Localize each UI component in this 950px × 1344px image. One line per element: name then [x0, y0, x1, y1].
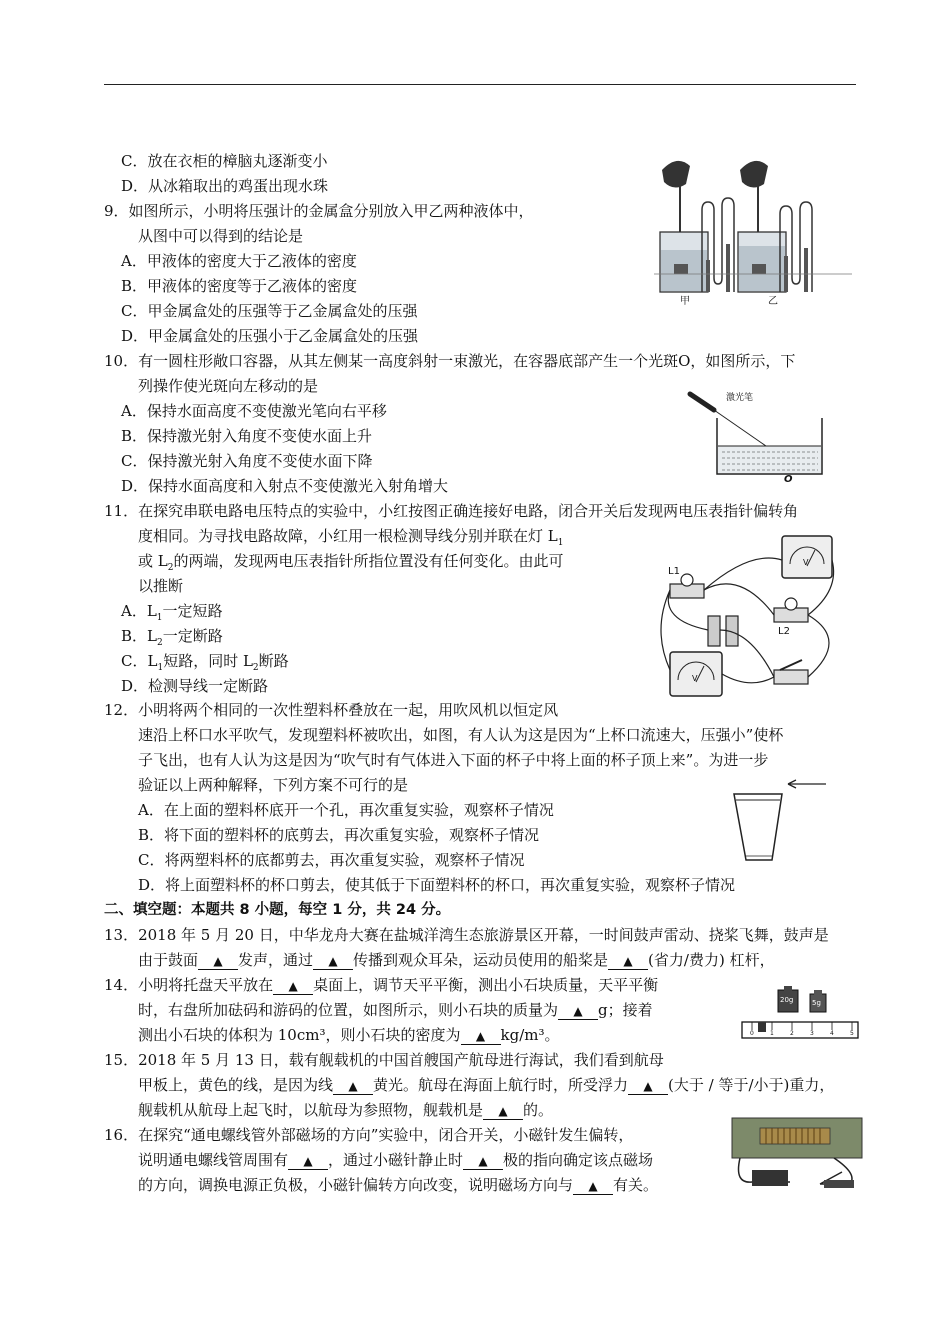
q16-line-2: 说明通电螺线管周围有 ▲ ，通过小磁针静止时 ▲ 极的指向确定该点磁场 [138, 1151, 654, 1169]
q14-figure-weights-scale [738, 984, 862, 1046]
q15-line-3: 舰载机从航母上起飞时，以航母为参照物，舰载机是 ▲ 的。 [138, 1101, 554, 1119]
q16-line-3: 的方向，调换电源正负极，小磁针偏转方向改变，说明磁场方向与 ▲ 有关。 [138, 1176, 659, 1194]
q11-fig-label-v-top: V [803, 558, 809, 567]
q13-blank-2[interactable]: ▲ [313, 953, 353, 970]
q10-option-c: C．保持激光射入角度不变使水面下降 [121, 452, 373, 470]
q11-stem-2: 度相同。为寻找电路故障，小红用一根检测导线分别并联在灯 $L_1$ [138, 527, 564, 548]
q12-figure-stacked-cups [730, 776, 830, 866]
q11-stem: 11．在探究串联电路电压特点的实验中，小红按图正确连接好电路，闭合开关后发现两电压表指针偏转角 [104, 502, 799, 520]
q10-stem-cont: 列操作使光斑向左移动的是 [138, 377, 319, 395]
q9-option-b: B．甲液体的密度等于乙液体的密度 [121, 277, 358, 295]
q9-figure-pressure-gauges [652, 152, 857, 312]
q13-line-2: 由于鼓面 ▲ 发声，通过 ▲ 传播到观众耳朵，运动员使用的船桨是 ▲ (省力/费力) 杠杆， [138, 951, 775, 969]
q14-fig-tick-4: 4 [830, 1030, 834, 1037]
q15-blank-3[interactable]: ▲ [483, 1103, 523, 1120]
q16-blank-3[interactable]: ▲ [573, 1178, 613, 1195]
q9-stem: 9．如图所示，小明将压强计的金属盒分别放入甲乙两种液体中， [104, 202, 534, 220]
q9-option-a: A．甲液体的密度大于乙液体的密度 [121, 252, 357, 270]
q14-blank-2[interactable]: ▲ [558, 1003, 598, 1020]
q12-option-b: B．将下面的塑料杯的底剪去，再次重复实验，观察杯子情况 [138, 826, 540, 844]
q10-option-b: B．保持激光射入角度不变使水面上升 [121, 427, 373, 445]
q11-option-b: B．$L_2$一定断路 [121, 627, 223, 648]
q16-blank-1[interactable]: ▲ [288, 1153, 328, 1170]
q8-option-d: D．从冰箱取出的鸡蛋出现水珠 [121, 177, 329, 195]
q9-fig-label-yi: 乙 [768, 296, 778, 307]
q11-fig-label-l1: L1 [668, 566, 680, 577]
q10-option-d: D．保持水面高度和入射点不变使激光入射角增大 [121, 477, 449, 495]
q15-blank-2[interactable]: ▲ [628, 1078, 668, 1095]
q16-stem: 16．在探究“通电螺线管外部磁场的方向”实验中，闭合开关，小磁针发生偏转， [104, 1126, 634, 1144]
q12-option-d: D．将上面塑料杯的杯口剪去，使其低于下面塑料杯的杯口，再次重复实验，观察杯子情况 [138, 876, 736, 894]
q16-blank-2[interactable]: ▲ [463, 1153, 503, 1170]
q12-stem: 12．小明将两个相同的一次性塑料杯叠放在一起，用吹风机以恒定风 [104, 701, 559, 719]
q14-fig-tick-1: 1 [770, 1030, 774, 1037]
q11-figure-circuit [650, 530, 855, 710]
q11-option-c: C．$L_1$短路，同时 $L_2$断路 [121, 652, 289, 673]
q11-stem-4: 以推断 [138, 577, 184, 595]
q9-option-d: D．甲金属盒处的压强小于乙金属盒处的压强 [121, 327, 419, 345]
q10-fig-label-pen: 激光笔 [726, 393, 754, 403]
q14-fig-tick-3: 3 [810, 1030, 814, 1037]
q10-option-a: A．保持水面高度不变使激光笔向右平移 [121, 402, 387, 420]
q14-blank-3[interactable]: ▲ [461, 1028, 501, 1045]
q12-stem-2: 速沿上杯口水平吹气，发现塑料杯被吹出，如图，有人认为这是因为“上杯口流速大，压强小”使杯 [138, 726, 784, 744]
q11-fig-label-v-bottom: V [692, 674, 698, 683]
q12-stem-4: 验证以上两种解释，下列方案不可行的是 [138, 776, 409, 794]
q9-option-c: C．甲金属盒处的压强等于乙金属盒处的压强 [121, 302, 418, 320]
q14-fig-tick-0: 0 [750, 1030, 754, 1037]
q14-fig-weight-1: 20g [780, 996, 794, 1004]
q13-stem: 13．2018 年 5 月 20 日，中华龙舟大赛在盐城洋湾生态旅游景区开幕，一时间鼓声雷动、挠桨飞舞，鼓声是 [104, 926, 829, 944]
q8-option-c: C．放在衣柜的樟脑丸逐渐变小 [121, 152, 328, 170]
q14-fig-tick-5: 5 [850, 1030, 854, 1037]
q14-line-1: 14．小明将托盘天平放在 ▲ 桌面上，调节天平平衡，测出小石块质量，天平平衡 [104, 976, 659, 994]
q9-stem-cont: 从图中可以得到的结论是 [138, 227, 304, 245]
q15-line-2: 甲板上，黄色的线，是因为线 ▲ 黄光。航母在海面上航行时，所受浮力 ▲ (大于 / 等于/小于)重力， [138, 1076, 835, 1094]
q14-blank-1[interactable]: ▲ [273, 978, 313, 995]
q10-figure-laser-container [682, 388, 832, 488]
q11-option-d: D．检测导线一定断路 [121, 677, 269, 695]
header-rule [104, 84, 856, 85]
q14-fig-tick-2: 2 [790, 1030, 794, 1037]
q11-option-a: A．$L_1$一定短路 [121, 602, 223, 623]
q11-stem-3: 或 $L_2$的两端，发现两电压表指针所指位置没有任何变化。由此可 [138, 552, 564, 573]
q14-fig-weight-2: 5g [812, 999, 821, 1007]
q9-fig-label-jia: 甲 [680, 296, 690, 307]
q12-option-c: C．将两塑料杯的底都剪去，再次重复实验，观察杯子情况 [138, 851, 525, 869]
q12-option-a: A．在上面的塑料杯底开一个孔，再次重复实验，观察杯子情况 [138, 801, 554, 819]
q14-line-2: 时，右盘所加砝码和游码的位置，如图所示，则小石块的质量为 ▲ g；接着 [138, 1001, 653, 1019]
q13-blank-3[interactable]: ▲ [608, 953, 648, 970]
q11-fig-label-l2: L2 [778, 626, 790, 637]
q12-stem-3: 子飞出，也有人认为这是因为“吹气时有气体进入下面的杯子中将上面的杯子顶上来”。为进一步 [138, 751, 769, 769]
q16-figure-solenoid-photo [730, 1114, 864, 1196]
q15-blank-1[interactable]: ▲ [333, 1078, 373, 1095]
q13-blank-1[interactable]: ▲ [198, 953, 238, 970]
q10-fig-label-o: O [784, 474, 793, 485]
section-fill-in-title: 二、填空题：本题共 8 小题，每空 1 分，共 24 分。 [104, 902, 451, 918]
q15-stem: 15．2018 年 5 月 13 日，载有舰载机的中国首艘国产航母进行海试，我们看到航母 [104, 1051, 664, 1069]
q14-line-3: 测出小石块的体积为 10cm³，则小石块的密度为 ▲ kg/m³。 [138, 1026, 560, 1044]
q10-stem: 10．有一圆柱形敞口容器，从其左侧某一高度斜射一束激光，在容器底部产生一个光斑O，如图所示，下 [104, 352, 796, 370]
